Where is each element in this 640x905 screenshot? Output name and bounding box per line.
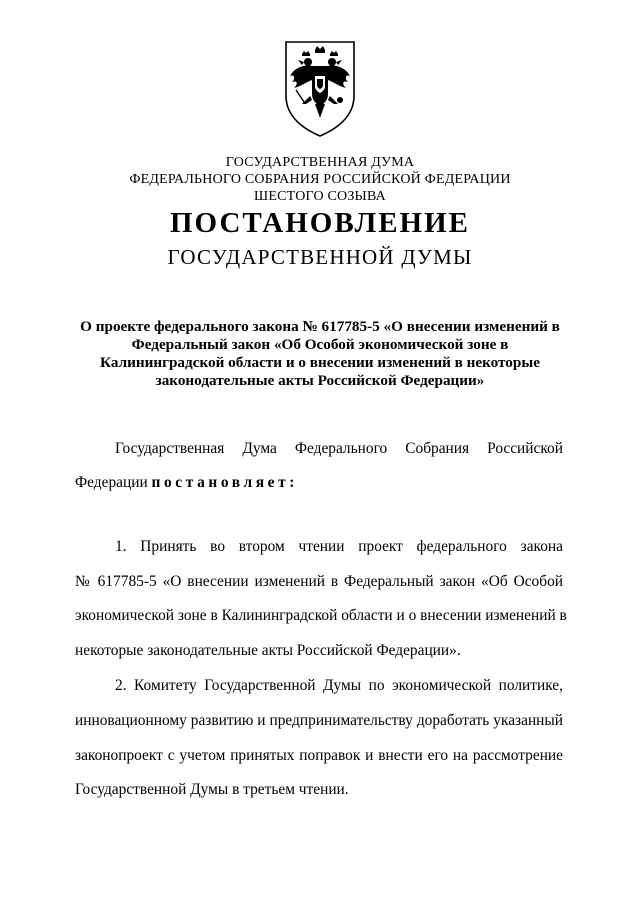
item-2-line-3: законопроект с учетом принятых поправок и внести его на рассмотрение (75, 747, 563, 764)
preamble-line-2 (75, 474, 563, 492)
subject-line-3: Калининградской области и о внесении изменений в некоторые (100, 354, 540, 371)
subject-line-2: Федеральный закон «Об Особой экономической зоне в (131, 336, 509, 353)
subject-line-1: О проекте федерального закона № 617785-5 «О внесении изменений в (80, 318, 560, 335)
document-subtitle: ГОСУДАРСТВЕННОЙ ДУМЫ (167, 245, 473, 269)
issuer-header (0, 154, 640, 205)
header-line-3: ШЕСТОГО СОЗЫВА (254, 189, 386, 204)
item-2-line-2: инновационному развитию и предпринимательству доработать указанный (75, 712, 563, 729)
resolution-subject (60, 318, 580, 390)
item-1-line-4: некоторые законодательные акты Российской Федерации». (75, 642, 461, 659)
header-line-1: ГОСУДАРСТВЕННАЯ ДУМА (225, 155, 415, 170)
subject-line-4: законодательные акты Российской Федерации» (155, 372, 485, 389)
item-1-line-1: 1. Принять во втором чтении проект федерального закона (115, 538, 563, 555)
state-emblem-icon (282, 38, 358, 138)
preamble-verb: постановляет: (151, 474, 298, 491)
item-1-line-2: № 617785-5 «О внесении изменений в Федеральный закон «Об Особой (75, 573, 563, 590)
item-2-line-4: Государственной Думы в третьем чтении. (75, 781, 349, 798)
preamble-prefix: Федерации (75, 474, 152, 491)
header-line-2: ФЕДЕРАЛЬНОГО СОБРАНИЯ РОССИЙСКОЙ ФЕДЕРАЦИИ (129, 172, 511, 187)
item-1-line-3: экономической зоне в Калининградской области и о внесении изменений в (75, 607, 567, 624)
item-2-line-1: 2. Комитету Государственной Думы по экономической политике, (115, 677, 563, 694)
preamble-line-1: Государственная Дума Федерального Собрания Российской (115, 440, 563, 457)
document-title: ПОСТАНОВЛЕНИЕ (169, 207, 470, 239)
